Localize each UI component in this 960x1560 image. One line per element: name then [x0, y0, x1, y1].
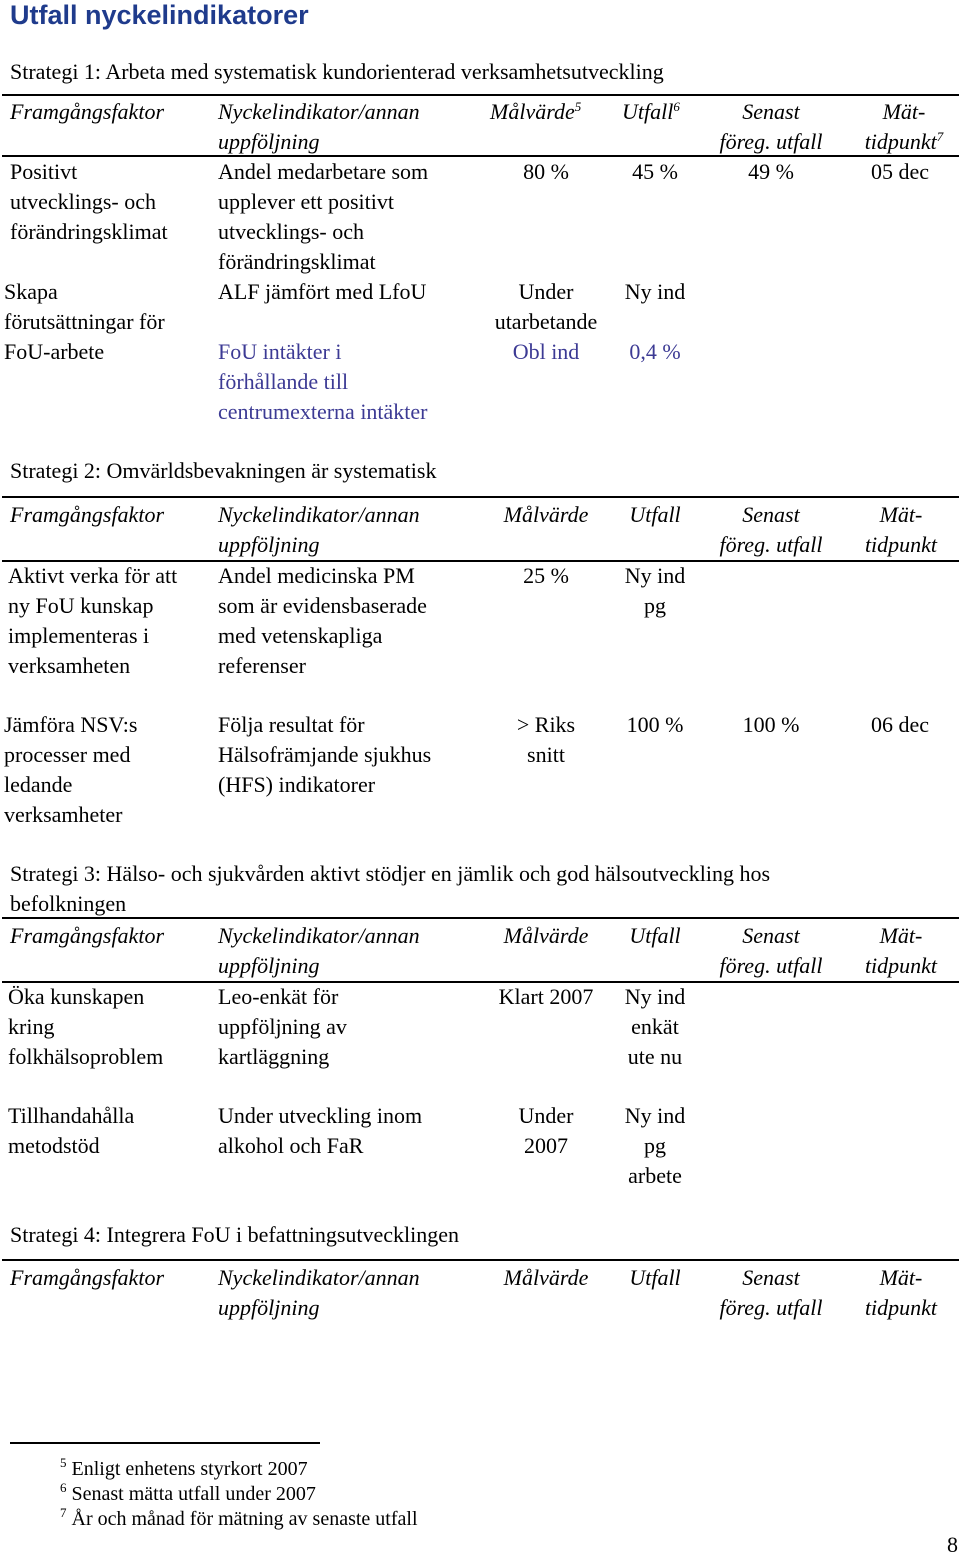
- s1-row3-outcome: 0,4 %: [629, 339, 681, 364]
- header-target: [490, 97, 581, 127]
- footnote-5: [60, 1457, 308, 1482]
- header-measure: Mät- tidpunkt: [864, 923, 938, 978]
- header-target-label: Målvärde: [490, 99, 575, 124]
- s2-row2-target: > Riks snitt: [516, 712, 576, 767]
- header-outcome: [622, 97, 680, 127]
- footnote-text: Enligt enhetens styrkort 2007: [71, 1458, 308, 1480]
- divider: [2, 917, 959, 919]
- header-measure: Mät- tidpunkt: [864, 1265, 938, 1320]
- s2-row2-factor: Jämföra NSV:s processer med ledande verksamheter: [4, 712, 138, 827]
- strategy-1-title: Strategi 1: Arbeta med systematisk kundorienterad verksamhetsutveckling: [10, 59, 664, 84]
- s2-row2-outcome: 100 %: [626, 712, 684, 737]
- s1-row1-outcome: 45 %: [632, 159, 678, 184]
- footnote-ref-6: 6: [673, 99, 680, 114]
- divider: [2, 1259, 959, 1261]
- s2-row1-target: 25 %: [523, 563, 569, 588]
- footnote-number: 6: [60, 1480, 67, 1495]
- footnote-6: [60, 1482, 316, 1507]
- s2-row2-indicator: Följa resultat för Hälsofrämjande sjukhus (HFS) indikatorer: [218, 712, 432, 797]
- s3-row2-indicator: Under utveckling inom alkohol och FaR: [218, 1103, 423, 1158]
- header-factor: Framgångsfaktor: [10, 1265, 164, 1290]
- header-measure: [850, 97, 958, 157]
- s3-row2-outcome: Ny ind pg arbete: [624, 1103, 686, 1188]
- s1-row2-target: Under utarbetande: [494, 279, 598, 334]
- footnote-7: [60, 1507, 418, 1532]
- header-previous: Senast föreg. utfall: [719, 1265, 823, 1320]
- header-measure: Mät- tidpunkt: [864, 502, 938, 557]
- s1-row1-previous: 49 %: [748, 159, 794, 184]
- s1-row1-measure: 05 dec: [870, 159, 930, 184]
- header-factor: Framgångsfaktor: [10, 502, 164, 527]
- header-indicator: Nyckelindikator/annan uppföljning: [218, 923, 420, 978]
- footnote-number: 5: [60, 1455, 67, 1470]
- s2-row2-previous: 100 %: [742, 712, 800, 737]
- header-target: Målvärde: [503, 1265, 589, 1290]
- s1-row1-target: 80 %: [523, 159, 569, 184]
- s3-row2-factor: Tillhandahålla metodstöd: [8, 1103, 135, 1158]
- header-outcome: Utfall: [629, 923, 681, 948]
- header-indicator: Nyckelindikator/annan uppföljning: [218, 99, 420, 154]
- s2-row2-measure: 06 dec: [870, 712, 930, 737]
- footnote-ref-5: 5: [574, 99, 582, 114]
- page-number: 8: [947, 1532, 958, 1557]
- header-outcome: Utfall: [629, 502, 681, 527]
- s1-row1-indicator: Andel medarbetare som upplever ett positivt utvecklings- och förändringsklimat: [218, 159, 429, 274]
- header-outcome: Utfall: [629, 1265, 681, 1290]
- s1-row1-factor: Positivt utvecklings- och förändringsklimat: [10, 159, 168, 244]
- s3-row2-target: Under 2007: [518, 1103, 574, 1158]
- s1-row2-indicator: ALF jämfört med LfoU: [218, 279, 427, 304]
- s1-row2-factor: Skapa förutsättningar för FoU-arbete: [4, 279, 165, 364]
- strategy-3-title: Strategi 3: Hälso- och sjukvården aktivt stödjer en jämlik och god hälsoutveckling hos befolkningen: [10, 861, 771, 916]
- s2-row1-indicator: Andel medicinska PM som är evidensbaserade med vetenskapliga referenser: [218, 563, 427, 678]
- header-outcome-label: Utfall: [622, 99, 674, 124]
- header-target: Målvärde: [503, 923, 589, 948]
- header-factor: Framgångsfaktor: [10, 99, 164, 124]
- strategy-4-title: Strategi 4: Integrera FoU i befattningsutvecklingen: [10, 1222, 460, 1247]
- header-measure-label: Mät- tidpunkt: [864, 99, 937, 154]
- s2-row1-outcome: Ny ind pg: [624, 563, 686, 618]
- divider: [2, 94, 959, 96]
- s3-row1-outcome: Ny ind enkät ute nu: [624, 984, 686, 1069]
- footnote-text: År och månad för mätning av senaste utfall: [71, 1508, 418, 1530]
- footnote-ref-7: 7: [936, 129, 944, 144]
- footnote-separator: [10, 1442, 320, 1444]
- s3-row1-factor: Öka kunskapen kring folkhälsoproblem: [8, 984, 164, 1069]
- s3-row1-indicator: Leo-enkät för uppföljning av kartläggning: [218, 984, 347, 1069]
- header-factor: Framgångsfaktor: [10, 923, 164, 948]
- header-previous: Senast föreg. utfall: [719, 502, 823, 557]
- s2-row1-factor: Aktivt verka för att ny FoU kunskap implementeras i verksamheten: [8, 563, 178, 678]
- header-target: Målvärde: [503, 502, 589, 527]
- s1-row2-outcome: Ny ind: [624, 279, 686, 304]
- header-indicator: Nyckelindikator/annan uppföljning: [218, 502, 420, 557]
- footnote-number: 7: [60, 1505, 67, 1520]
- page-title: Utfall nyckelindikatorer: [10, 0, 309, 30]
- divider: [2, 496, 959, 498]
- s3-row1-target: Klart 2007: [498, 984, 594, 1009]
- s1-row3-target: Obl ind: [512, 339, 580, 364]
- footnote-text: Senast mätta utfall under 2007: [71, 1483, 316, 1505]
- s1-row3-indicator: FoU intäkter i förhållande till centrumexterna intäkter: [218, 339, 428, 424]
- header-indicator: Nyckelindikator/annan uppföljning: [218, 1265, 420, 1320]
- strategy-2-title: Strategi 2: Omvärldsbevakningen är systematisk: [10, 458, 437, 483]
- header-previous: Senast föreg. utfall: [719, 923, 823, 978]
- header-previous: Senast föreg. utfall: [719, 99, 823, 154]
